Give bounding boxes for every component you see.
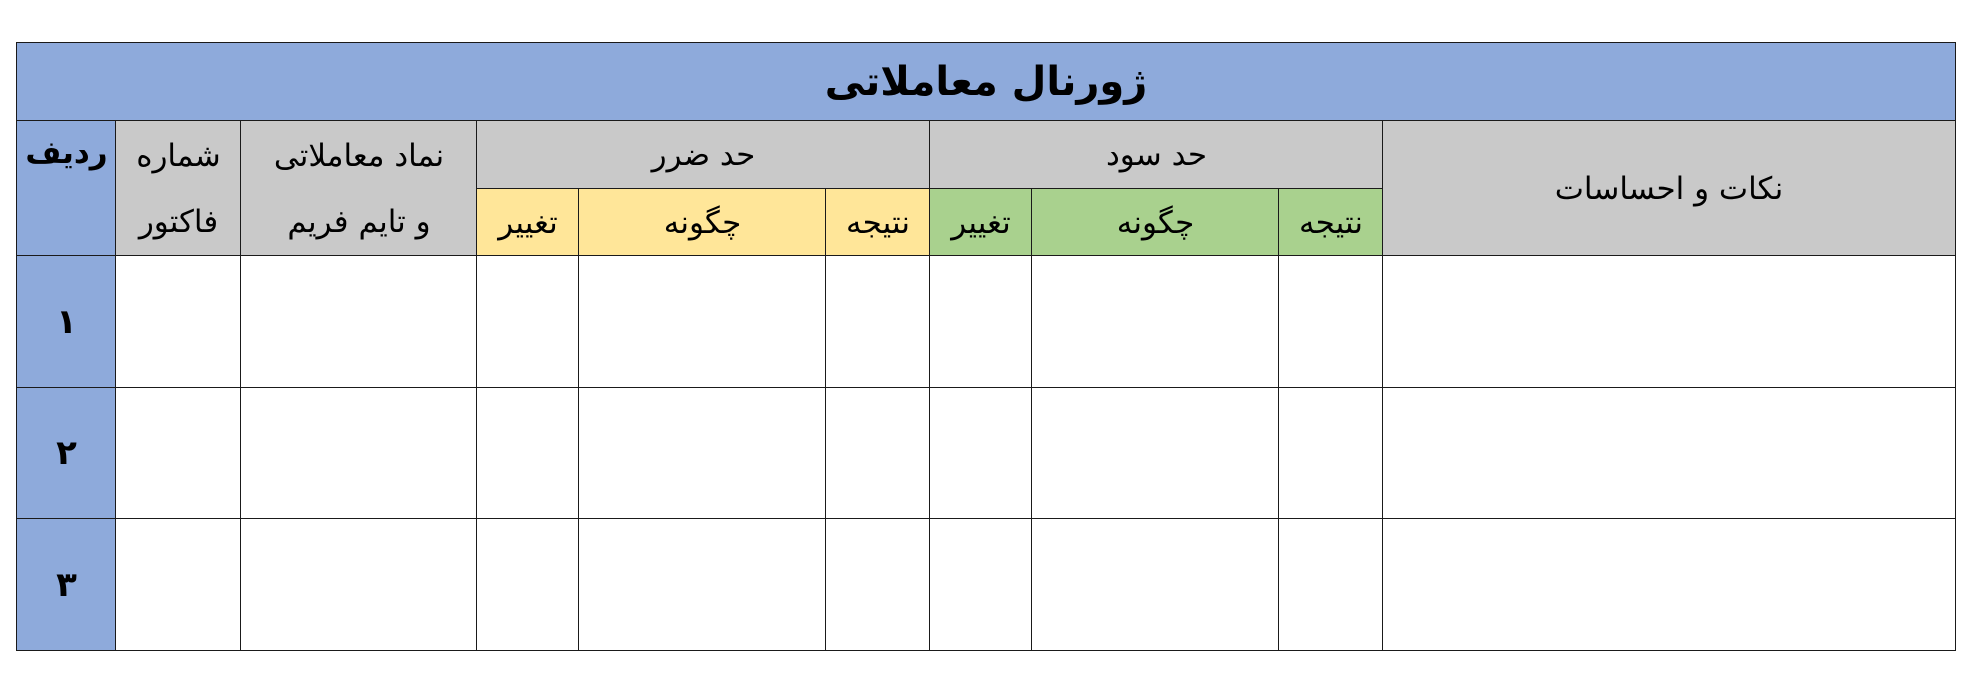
header-symbol-timeframe	[240, 120, 478, 257]
header-take-profit-change: تغییر	[929, 188, 1033, 257]
take-profit-change-cell[interactable]	[929, 518, 1033, 651]
header-take-profit: حد سود	[929, 120, 1384, 190]
stop-loss-result-cell[interactable]	[825, 387, 931, 520]
header-take-profit-result: نتیجه	[1278, 188, 1384, 257]
stop-loss-how-cell[interactable]	[578, 387, 827, 520]
header-stop-loss-change: تغییر	[476, 188, 580, 257]
notes-feelings-cell[interactable]	[1382, 518, 1956, 651]
take-profit-result-cell[interactable]	[1278, 518, 1384, 651]
take-profit-result-cell[interactable]	[1278, 387, 1384, 520]
row-number-cell: ۱	[16, 255, 117, 388]
row-number-cell: ۲	[16, 387, 117, 520]
take-profit-how-cell[interactable]	[1031, 387, 1280, 520]
header-take-profit-how: چگونه	[1031, 188, 1280, 257]
header-stop-loss-result: نتیجه	[825, 188, 931, 257]
invoice-number-cell[interactable]	[115, 518, 242, 651]
stop-loss-change-cell[interactable]	[476, 255, 580, 388]
take-profit-result-cell[interactable]	[1278, 255, 1384, 388]
invoice-number-cell[interactable]	[115, 255, 242, 388]
take-profit-change-cell[interactable]	[929, 255, 1033, 388]
stop-loss-how-cell[interactable]	[578, 518, 827, 651]
invoice-number-cell[interactable]	[115, 387, 242, 520]
header-stop-loss-how: چگونه	[578, 188, 827, 257]
row-number-cell: ۳	[16, 518, 117, 651]
symbol-timeframe-cell[interactable]	[240, 255, 478, 388]
notes-feelings-cell[interactable]	[1382, 255, 1956, 388]
stop-loss-result-cell[interactable]	[825, 255, 931, 388]
header-invoice-line1: شماره	[136, 137, 221, 174]
header-notes-feelings: نکات و احساسات	[1382, 120, 1956, 257]
stop-loss-change-cell[interactable]	[476, 387, 580, 520]
take-profit-how-cell[interactable]	[1031, 518, 1280, 651]
header-invoice-line2: فاکتور	[138, 203, 219, 240]
take-profit-how-cell[interactable]	[1031, 255, 1280, 388]
header-invoice-number	[115, 120, 242, 257]
header-stop-loss: حد ضرر	[476, 120, 931, 190]
header-row-number: ردیف	[16, 120, 117, 257]
stop-loss-result-cell[interactable]	[825, 518, 931, 651]
journal-title: ژورنال معاملاتی	[16, 42, 1956, 122]
notes-feelings-cell[interactable]	[1382, 387, 1956, 520]
stop-loss-change-cell[interactable]	[476, 518, 580, 651]
symbol-timeframe-cell[interactable]	[240, 387, 478, 520]
header-symbol-line1: نماد معاملاتی	[273, 137, 445, 174]
header-symbol-line2: و تایم فریم	[287, 203, 431, 240]
take-profit-change-cell[interactable]	[929, 387, 1033, 520]
symbol-timeframe-cell[interactable]	[240, 518, 478, 651]
stop-loss-how-cell[interactable]	[578, 255, 827, 388]
